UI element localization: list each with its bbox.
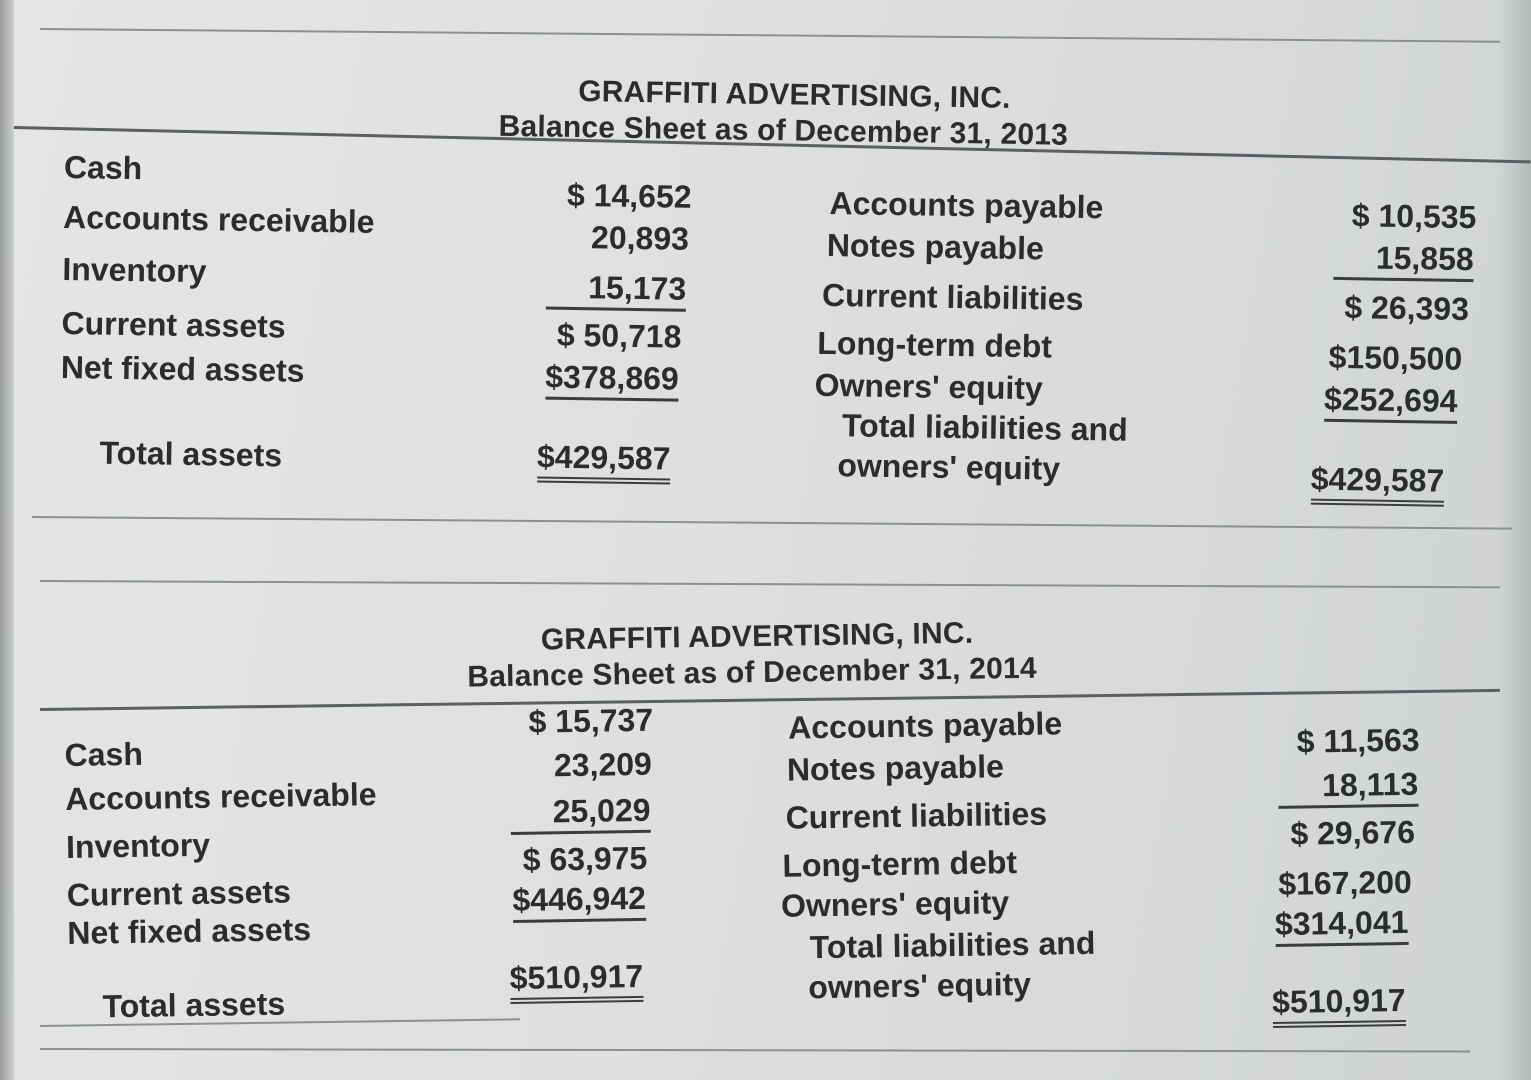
liability-value: $150,500: [1328, 338, 1463, 377]
liability-label: Accounts payable: [829, 185, 1104, 226]
asset-value: $ 50,718: [556, 316, 682, 355]
liability-value: 15,858: [1333, 241, 1474, 282]
asset-total: $510,917: [509, 960, 643, 1004]
asset-label: Inventory: [65, 826, 211, 865]
asset-label: Net fixed assets: [60, 348, 305, 389]
asset-label: Total assets: [102, 985, 286, 1025]
asset-label: Inventory: [62, 250, 207, 290]
asset-value: 25,029: [510, 794, 651, 835]
asset-label: Net fixed assets: [67, 911, 312, 951]
liability-label: Total liabilities and: [809, 924, 1096, 966]
asset-label: Current assets: [66, 873, 292, 913]
liability-value: $ 10,535: [1351, 197, 1477, 236]
liability-label: Current liabilities: [785, 795, 1048, 836]
liability-label: Long-term debt: [817, 324, 1053, 365]
asset-label: Cash: [64, 735, 144, 773]
asset-value: $446,942: [512, 882, 646, 923]
liability-value: 18,113: [1278, 768, 1419, 809]
liability-label: Owners' equity: [814, 366, 1044, 407]
liability-label: Notes payable: [826, 226, 1045, 267]
liability-value: $ 26,393: [1344, 289, 1470, 328]
liability-label: owners' equity: [808, 965, 1032, 1006]
liability-label: owners' equity: [837, 447, 1061, 487]
asset-label: Cash: [63, 148, 143, 187]
liability-value: $314,041: [1275, 906, 1409, 947]
company-name: GRAFFITI ADVERTISING, INC.: [577, 75, 1011, 115]
asset-value: $ 14,652: [566, 176, 692, 215]
asset-value: 20,893: [590, 219, 690, 257]
company-name: GRAFFITI ADVERTISING, INC.: [540, 616, 974, 657]
asset-label: Accounts receivable: [62, 198, 375, 240]
liability-label: Current liabilities: [821, 276, 1084, 317]
sheet-subtitle: Balance Sheet as of December 31, 2014: [467, 651, 1037, 694]
asset-value: 15,173: [546, 271, 687, 312]
asset-value: 23,209: [553, 745, 653, 784]
liability-value: $ 11,563: [1296, 721, 1420, 760]
asset-total: $429,587: [537, 440, 671, 484]
liability-value: $252,694: [1324, 383, 1458, 424]
liability-label: Total liabilities and: [841, 407, 1128, 448]
asset-label: Accounts receivable: [64, 776, 377, 817]
liability-label: Owners' equity: [780, 884, 1010, 924]
liability-value: $ 29,676: [1290, 813, 1416, 852]
sheet-subtitle: Balance Sheet as of December 31, 2013: [498, 109, 1069, 152]
asset-label: Current assets: [61, 304, 286, 345]
asset-value: $ 63,975: [522, 839, 648, 878]
asset-value: $378,869: [545, 361, 679, 402]
liability-value: $167,200: [1278, 863, 1413, 902]
liability-label: Long-term debt: [782, 844, 1018, 884]
asset-value: $ 15,737: [528, 701, 654, 740]
liability-total: $510,917: [1272, 984, 1406, 1028]
liability-label: Accounts payable: [787, 705, 1063, 746]
liability-total: $429,587: [1310, 463, 1444, 507]
liability-label: Notes payable: [786, 748, 1005, 788]
asset-label: Total assets: [99, 434, 283, 474]
